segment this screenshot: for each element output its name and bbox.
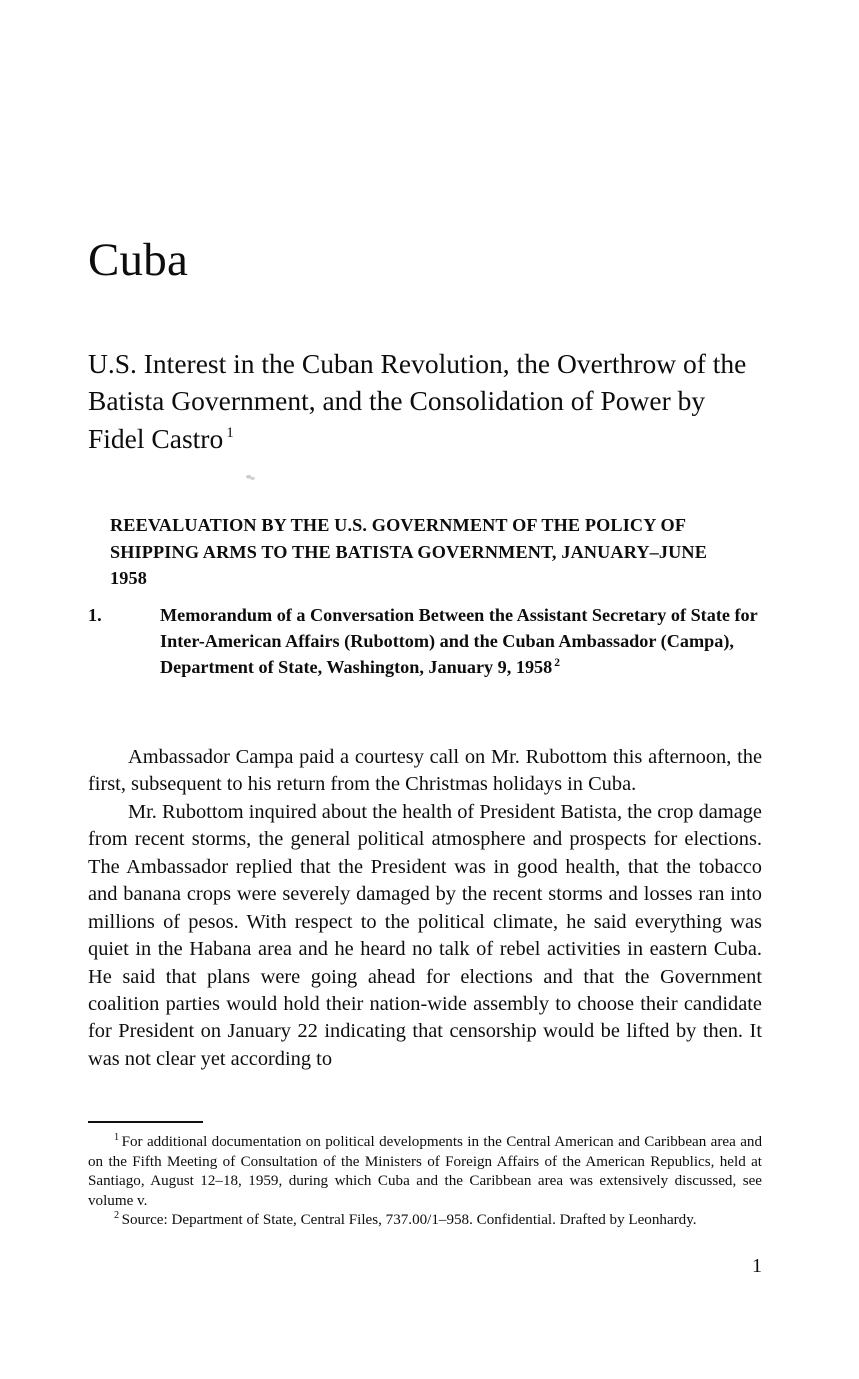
footnote-1-text: For additional documentation on political developments in the Central American and Caribbean area and on the Fifth Meeting of Consultation of the Ministers of Foreign Affairs of the American Republics, held at Santiago, August 12–18, 1959, during which Cuba and the Caribbean area was extensively discussed, see volume v. — [88, 1134, 762, 1209]
body-paragraph-1: Ambassador Campa paid a courtesy call on Mr. Rubottom this afternoon, the first, subsequent to his return from the Christmas holidays in Cuba. — [88, 746, 762, 796]
footnote-block — [88, 1133, 762, 1231]
compilation-title — [88, 345, 762, 457]
entry-title — [160, 602, 762, 680]
footnote-2-text: Source: Department of State, Central Files, 737.00/1–958. Confidential. Drafted by Leonhardy. — [121, 1212, 697, 1229]
body-paragraph-2: Mr. Rubottom inquired about the health of President Batista, the crop damage from recent storms, the general political atmosphere and prospects for elections. The Ambassador replied that the President was in good health, that the tobacco and banana crops were severely damaged by the recent storms and losses ran into millions of pesos. With respect to the political climate, he said everything was quiet in the Habana area and he heard no talk of rebel activities in eastern Cuba. He said that plans were going ahead for elections and that the Government coalition parties would hold their nation-wide assembly to choose their candidate for President on January 22 indicating that censorship would be lifted by then. It was not clear yet according to — [88, 800, 762, 1070]
chapter-title: Cuba — [88, 234, 189, 287]
compilation-title-text: U.S. Interest in the Cuban Revolution, the Overthrow of the Batista Government, and the Consolidation of Power by Fidel Castro — [88, 347, 747, 454]
footnote-1-marker: 1 — [114, 1131, 120, 1143]
compilation-title-footnote-marker: 1 — [226, 425, 234, 442]
document-entry — [88, 602, 762, 680]
entry-number: 1. — [88, 605, 102, 625]
footnote-2 — [88, 1211, 762, 1231]
section-heading: REEVALUATION BY THE U.S. GOVERNMENT OF THE POLICY OF SHIPPING ARMS TO THE BATISTA GOVERNMENT, JANUARY–JUNE 1958 — [110, 515, 707, 588]
footnote-1 — [88, 1133, 762, 1211]
page-number: 1 — [752, 1255, 762, 1277]
entry-title-text: Memorandum of a Conversation Between the Assistant Secretary of State for Inter-American Affairs (Rubottom) and the Cuban Ambassador (Campa), Department of State, Washington, January 9, 1958 — [160, 605, 758, 678]
footnote-2-marker: 2 — [114, 1210, 120, 1222]
body-text — [88, 744, 762, 1073]
entry-footnote-marker: 2 — [554, 656, 560, 669]
scan-artifact-speck — [246, 474, 255, 481]
footnote-separator-rule — [88, 1121, 203, 1123]
